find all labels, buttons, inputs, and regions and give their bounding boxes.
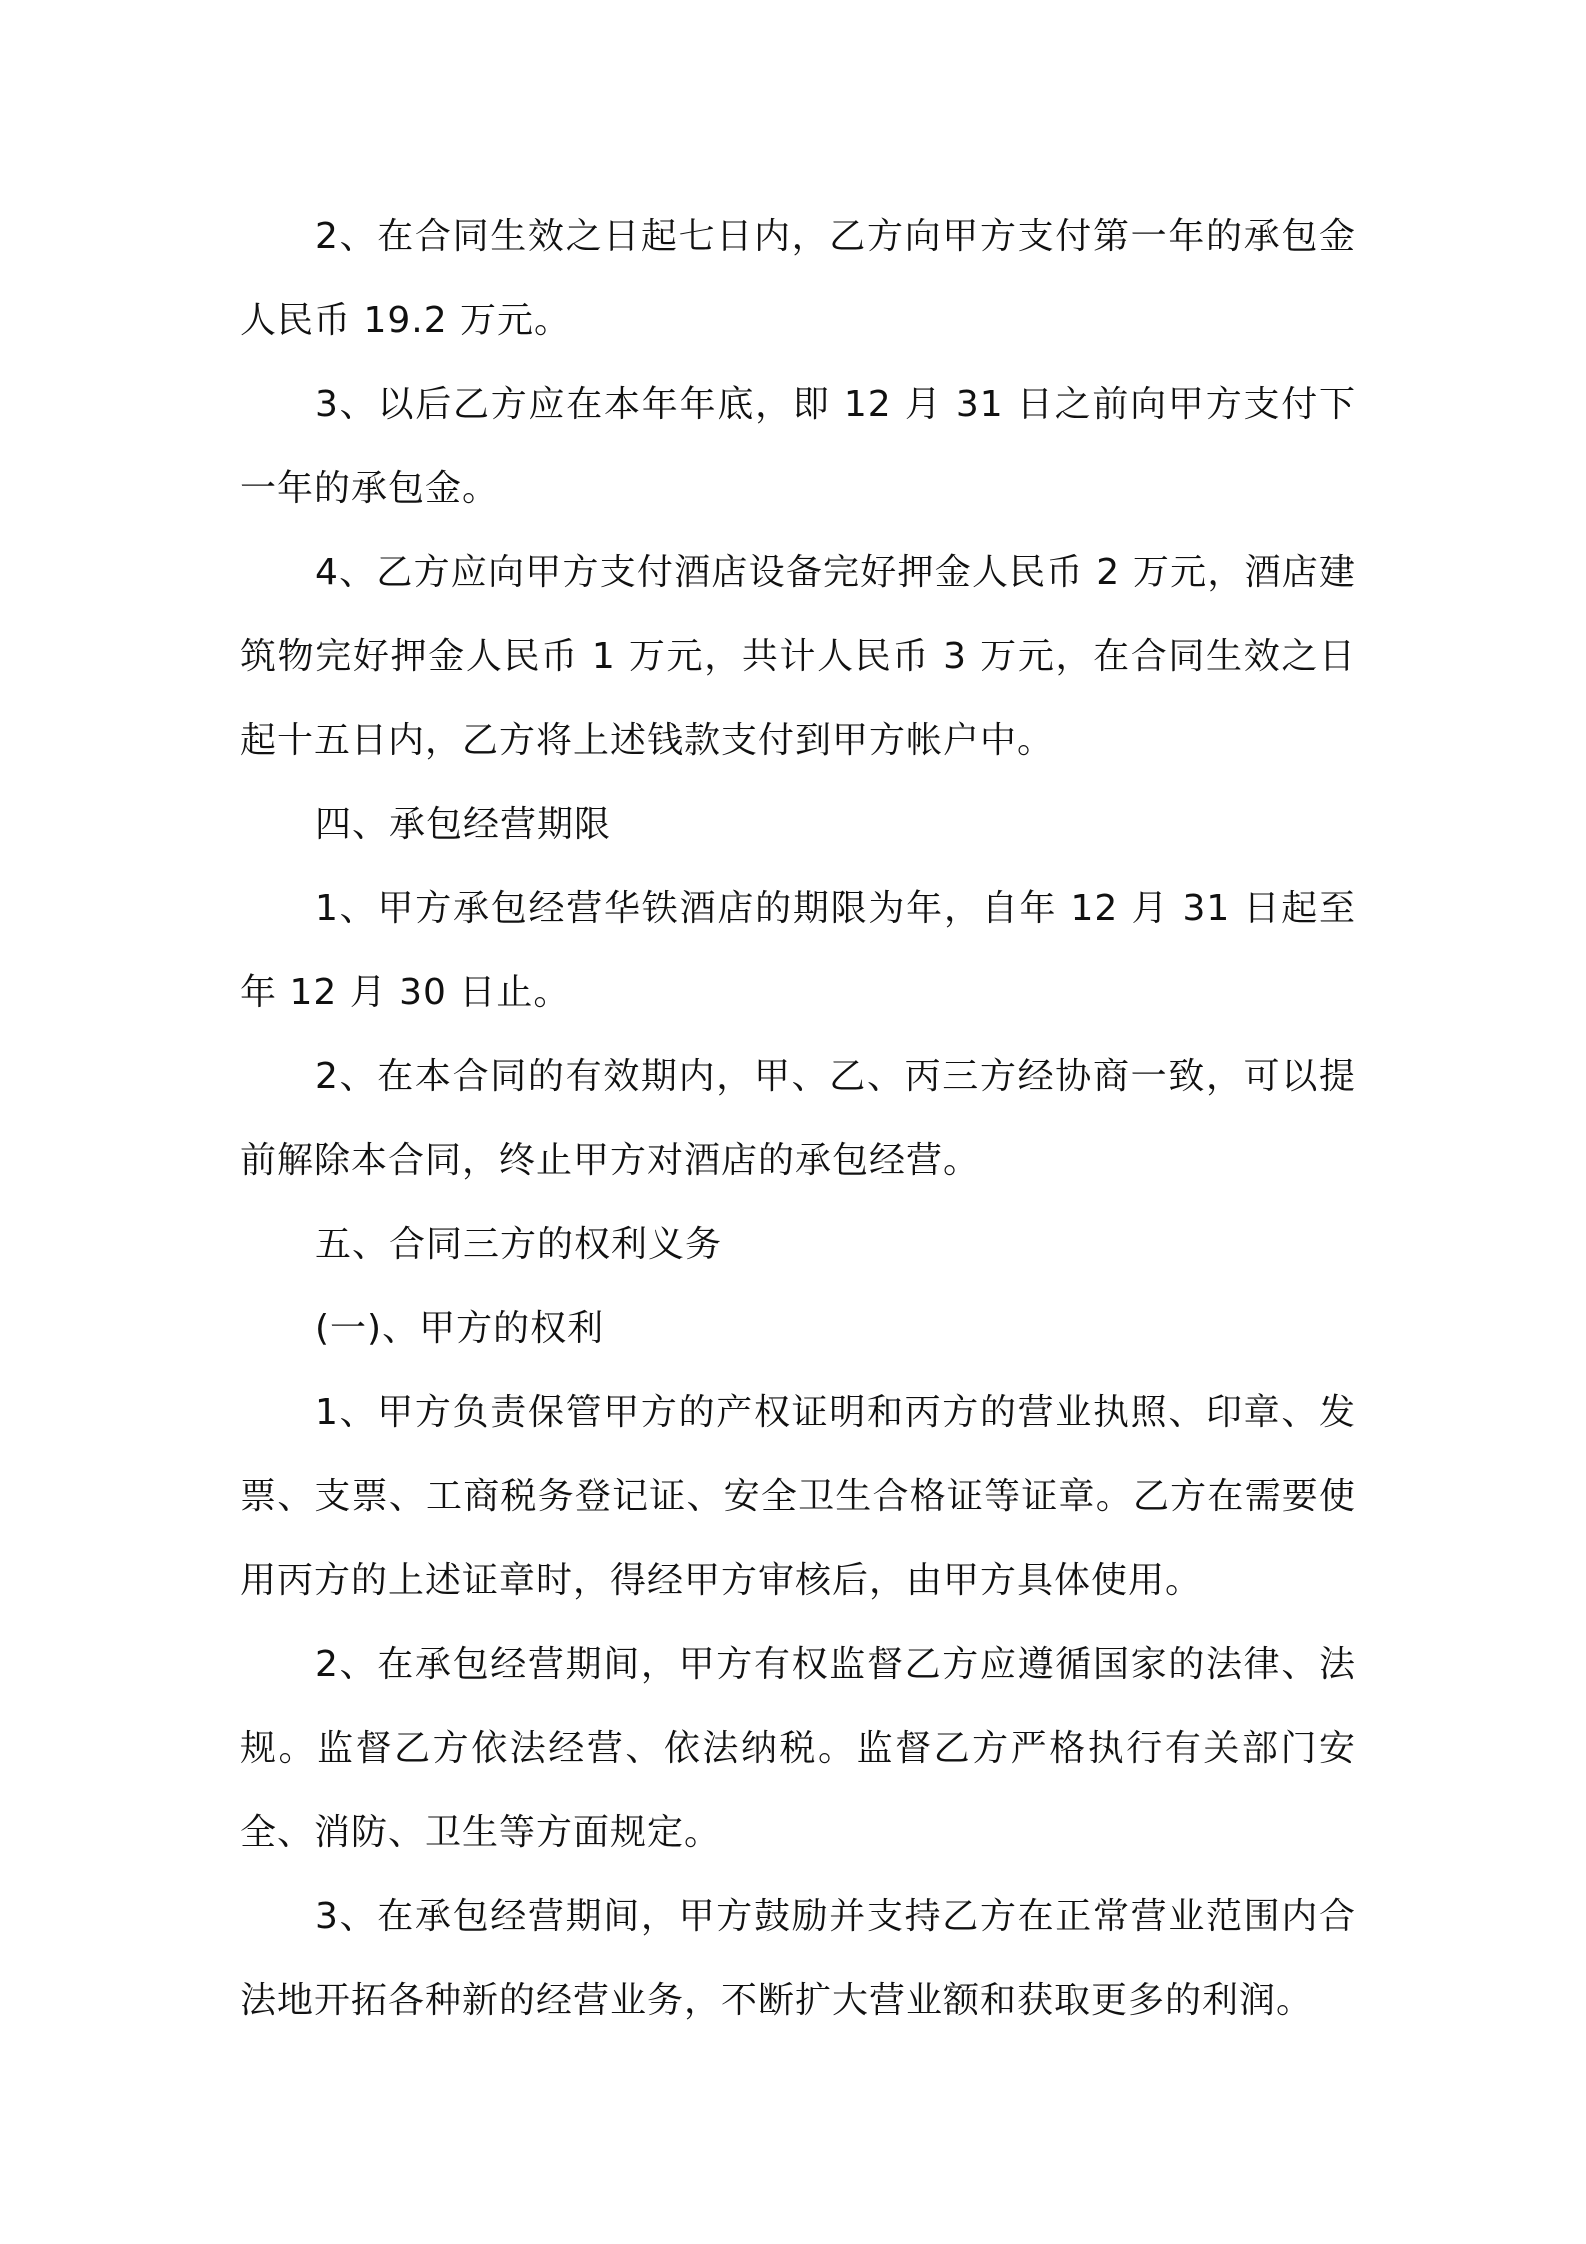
section-heading-term: 四、承包经营期限 — [315, 804, 612, 845]
paragraph-payment-following-years: 3、以后乙方应在本年年底，即 12 月 31 日之前向甲方支付下一年的承包金。 — [240, 384, 1356, 509]
paragraph-term-period: 1、甲方承包经营华铁酒店的期限为年，自年 12 月 31 日起至年 12 月 30 日止。 — [240, 888, 1356, 1013]
paragraph-deposit: 4、乙方应向甲方支付酒店设备完好押金人民币 2 万元，酒店建筑物完好押金人民币 1 万元，共计人民币 3 万元，在合同生效之日起十五日内，乙方将上述钱款支付到甲方帐户中。 — [240, 552, 1356, 761]
section-heading-rights-obligations: 五、合同三方的权利义务 — [315, 1224, 723, 1265]
subsection-heading-party-a-rights: (一)、甲方的权利 — [315, 1308, 605, 1349]
contract-text — [240, 195, 1356, 2043]
paragraph-early-termination: 2、在本合同的有效期内，甲、乙、丙三方经协商一致，可以提前解除本合同，终止甲方对酒店的承包经营。 — [240, 1056, 1356, 1181]
paragraph-supervision: 2、在承包经营期间，甲方有权监督乙方应遵循国家的法律、法规。监督乙方依法经营、依法纳税。监督乙方严格执行有关部门安全、消防、卫生等方面规定。 — [240, 1644, 1356, 1853]
paragraph-business-expansion: 3、在承包经营期间，甲方鼓励并支持乙方在正常营业范围内合法地开拓各种新的经营业务，不断扩大营业额和获取更多的利润。 — [240, 1896, 1356, 2021]
paragraph-custody-of-certificates: 1、甲方负责保管甲方的产权证明和丙方的营业执照、印章、发票、支票、工商税务登记证、安全卫生合格证等证章。乙方在需要使用丙方的上述证章时，得经甲方审核后，由甲方具体使用。 — [240, 1392, 1356, 1601]
paragraph-payment-first-year: 2、在合同生效之日起七日内，乙方向甲方支付第一年的承包金人民币 19.2 万元。 — [240, 216, 1356, 341]
